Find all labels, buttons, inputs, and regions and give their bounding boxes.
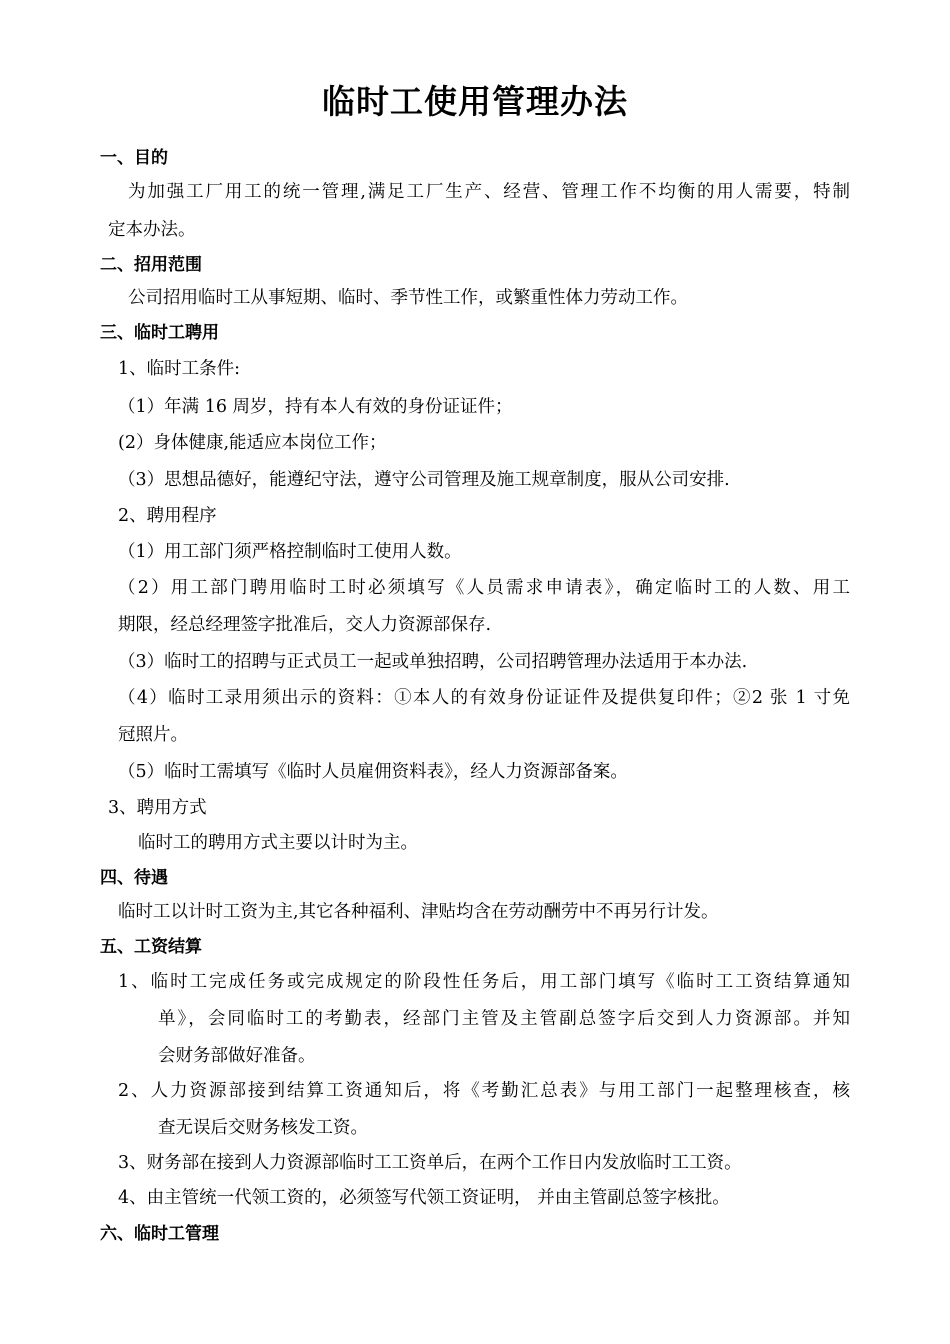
list-item: （4）临时工录用须出示的资料：①本人的有效身份证证件及提供复印件；②2 张 1 寸免 bbox=[118, 688, 850, 708]
section-heading-management: 六、临时工管理 bbox=[100, 1224, 219, 1244]
list-item: 4、由主管统一代领工资的，必须签写代领工资证明， 并由主管副总签字核批。 bbox=[118, 1188, 730, 1208]
paragraph-line: 定本办法。 bbox=[108, 220, 196, 240]
list-item: （2）用工部门聘用临时工时必须填写《人员需求申请表》，确定临时工的人数、用工 bbox=[118, 578, 850, 598]
paragraph-line: 临时工的聘用方式主要以计时为主。 bbox=[138, 833, 418, 853]
paragraph-line: 为加强工厂用工的统一管理,满足工厂生产、经营、管理工作不均衡的用人需要，特制 bbox=[128, 182, 850, 202]
document-title: 临时工使用管理办法 bbox=[322, 82, 628, 121]
list-item: 1、临时工完成任务或完成规定的阶段性任务后，用工部门填写《临时工工资结算通知 bbox=[118, 972, 850, 992]
section-heading-scope: 二、招用范围 bbox=[100, 255, 202, 275]
list-item-continuation: 期限，经总经理签字批准后，交人力资源部保存. bbox=[118, 615, 492, 635]
list-item-continuation: 查无误后交财务核发工资。 bbox=[158, 1118, 368, 1138]
section-heading-benefits: 四、待遇 bbox=[100, 868, 168, 888]
list-item: (2）身体健康,能适应本岗位工作； bbox=[118, 433, 387, 453]
list-item: 2、人力资源部接到结算工资通知后，将《考勤汇总表》与用工部门一起整理核查，核 bbox=[118, 1081, 850, 1101]
list-item: （5）临时工需填写《临时人员雇佣资料表》，经人力资源部备案。 bbox=[118, 762, 628, 782]
paragraph-line: 临时工以计时工资为主,其它各种福利、津贴均含在劳动酬劳中不再另行计发。 bbox=[118, 902, 719, 922]
list-item: （1）年满 16 周岁，持有本人有效的身份证证件； bbox=[118, 397, 513, 417]
paragraph-line: 公司招用临时工从事短期、临时、季节性工作，或繁重性体力劳动工作。 bbox=[128, 288, 688, 308]
section-heading-purpose: 一、目的 bbox=[100, 148, 168, 168]
section-heading-hiring: 三、临时工聘用 bbox=[100, 323, 219, 343]
list-item-continuation: 冠照片。 bbox=[118, 725, 188, 745]
subsection-title: 2、聘用程序 bbox=[118, 506, 217, 526]
list-item: （1）用工部门须严格控制临时工使用人数。 bbox=[118, 542, 462, 562]
section-heading-wage-settlement: 五、工资结算 bbox=[100, 937, 202, 957]
subsection-title: 3、聘用方式 bbox=[108, 798, 207, 818]
subsection-title: 1、临时工条件: bbox=[118, 359, 241, 379]
list-item: 3、财务部在接到人力资源部临时工工资单后，在两个工作日内发放临时工工资。 bbox=[118, 1153, 742, 1173]
list-item-continuation: 会财务部做好准备。 bbox=[158, 1046, 316, 1066]
list-item-continuation: 单》，会同临时工的考勤表，经部门主管及主管副总签字后交到人力资源部。并知 bbox=[158, 1009, 850, 1029]
list-item: （3）思想品德好，能遵纪守法，遵守公司管理及施工规章制度，服从公司安排. bbox=[118, 470, 730, 490]
list-item: （3）临时工的招聘与正式员工一起或单独招聘，公司招聘管理办法适用于本办法. bbox=[118, 652, 748, 672]
